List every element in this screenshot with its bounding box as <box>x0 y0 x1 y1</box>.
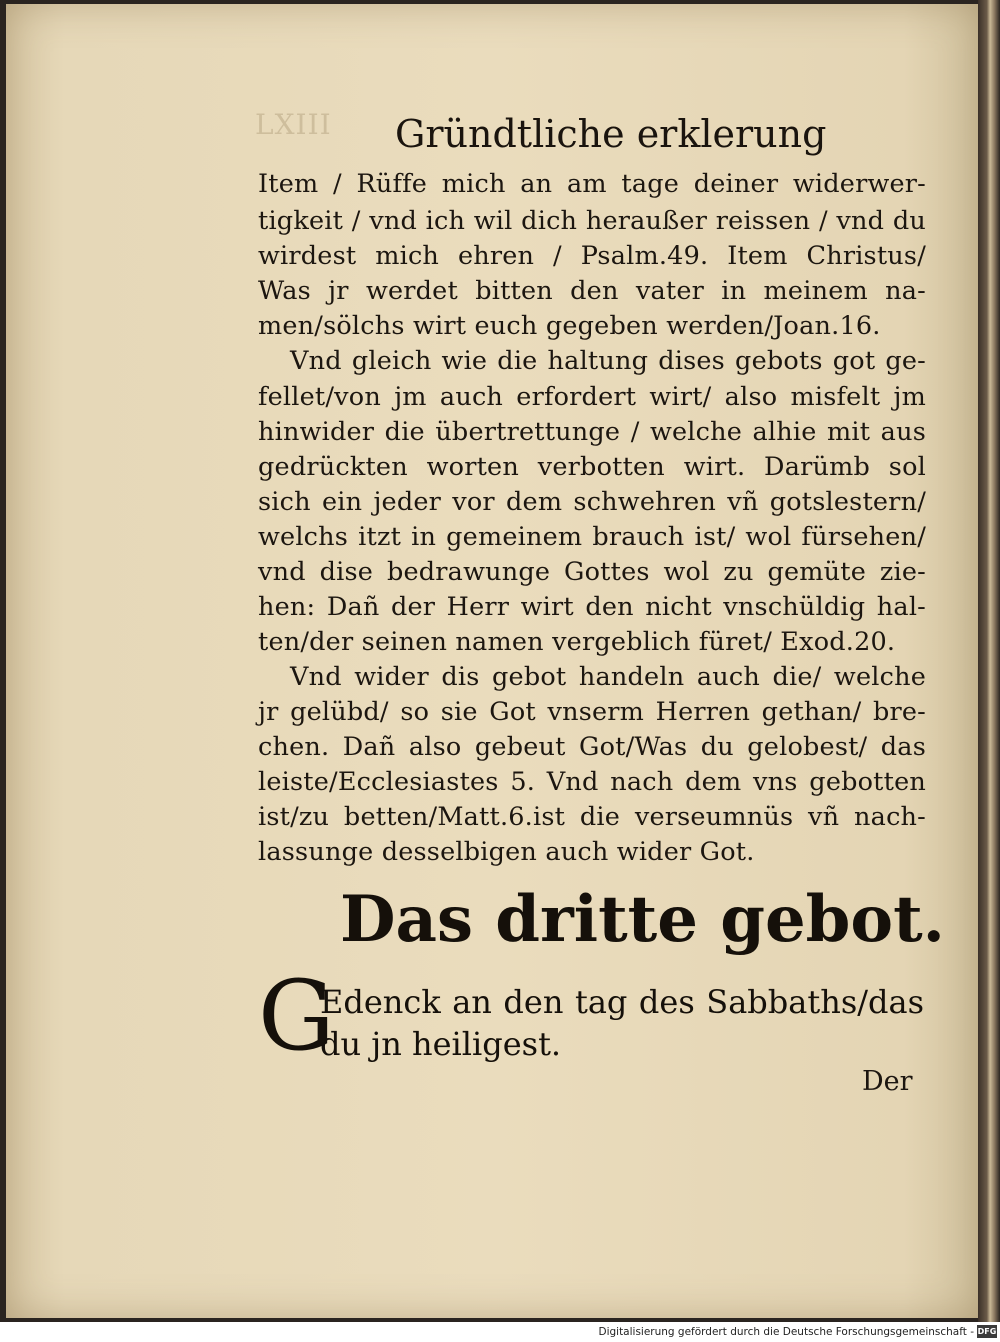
footer-credit: Digitalisierung gefördert durch die Deutsche Forschungsgemeinschaft - <box>598 1326 974 1338</box>
commandment-line: Edenck an den tag des Sabbaths/das <box>320 983 924 1021</box>
text-line: hen: Dañ der Herr wirt den nicht vnschüldig hal- <box>258 592 926 622</box>
text-line: welchs itzt in gemeinem brauch ist/ wol fürsehen/ <box>258 522 926 552</box>
bleed-through-text: LXIII <box>255 108 332 141</box>
text-line: Vnd wider dis gebot handeln auch die/ welche <box>290 662 926 692</box>
text-line: chen. Dañ also gebeut Got/Was du gelobest/ das <box>258 732 926 762</box>
text-line: Item / Rüffe mich an am tage deiner widerwer- <box>258 169 926 199</box>
catchword: Der <box>862 1066 913 1097</box>
text-line: Vnd gleich wie die haltung dises gebots got ge- <box>290 346 926 376</box>
text-line: ten/der seinen namen vergeblich füret/ Exod.20. <box>258 627 896 657</box>
text-line: sich ein jeder vor dem schwehren vñ gotslestern/ <box>258 487 926 517</box>
text-line: fellet/von jm auch erfordert wirt/ also misfelt jm <box>258 382 926 412</box>
text-line: jr gelübd/ so sie Got vnserm Herren gethan/ bre- <box>258 697 926 727</box>
commandment-line: du jn heiligest. <box>320 1025 562 1063</box>
text-line: leiste/Ecclesiastes 5. Vnd nach dem vns gebotten <box>258 767 926 797</box>
dfg-logo: DFG <box>977 1327 997 1336</box>
text-line: hinwider die übertrettunge / welche alhie mit aus <box>258 417 926 447</box>
text-line: lassunge desselbigen auch wider Got. <box>258 837 755 867</box>
text-line: Was jr werdet bitten den vater in meinem na- <box>258 276 926 306</box>
section-title: Das dritte gebot. <box>340 882 945 957</box>
drop-capital: G <box>258 960 335 1072</box>
text-line: gedrückten worten verbotten wirt. Darümb sol <box>258 452 926 482</box>
running-head: Gründtliche erklerung <box>395 112 827 156</box>
text-line: men/sölchs wirt euch gegeben werden/Joan.16. <box>258 311 881 341</box>
text-line: ist/zu betten/Matt.6.ist die verseumnüs vñ nach- <box>258 802 926 832</box>
book-edge <box>978 0 1000 1322</box>
text-line: tigkeit / vnd ich wil dich heraußer reissen / vnd du <box>258 206 926 236</box>
text-line: wirdest mich ehren / Psalm.49. Item Christus/ <box>258 241 926 271</box>
text-line: vnd dise bedrawunge Gottes wol zu gemüte zie- <box>258 557 926 587</box>
